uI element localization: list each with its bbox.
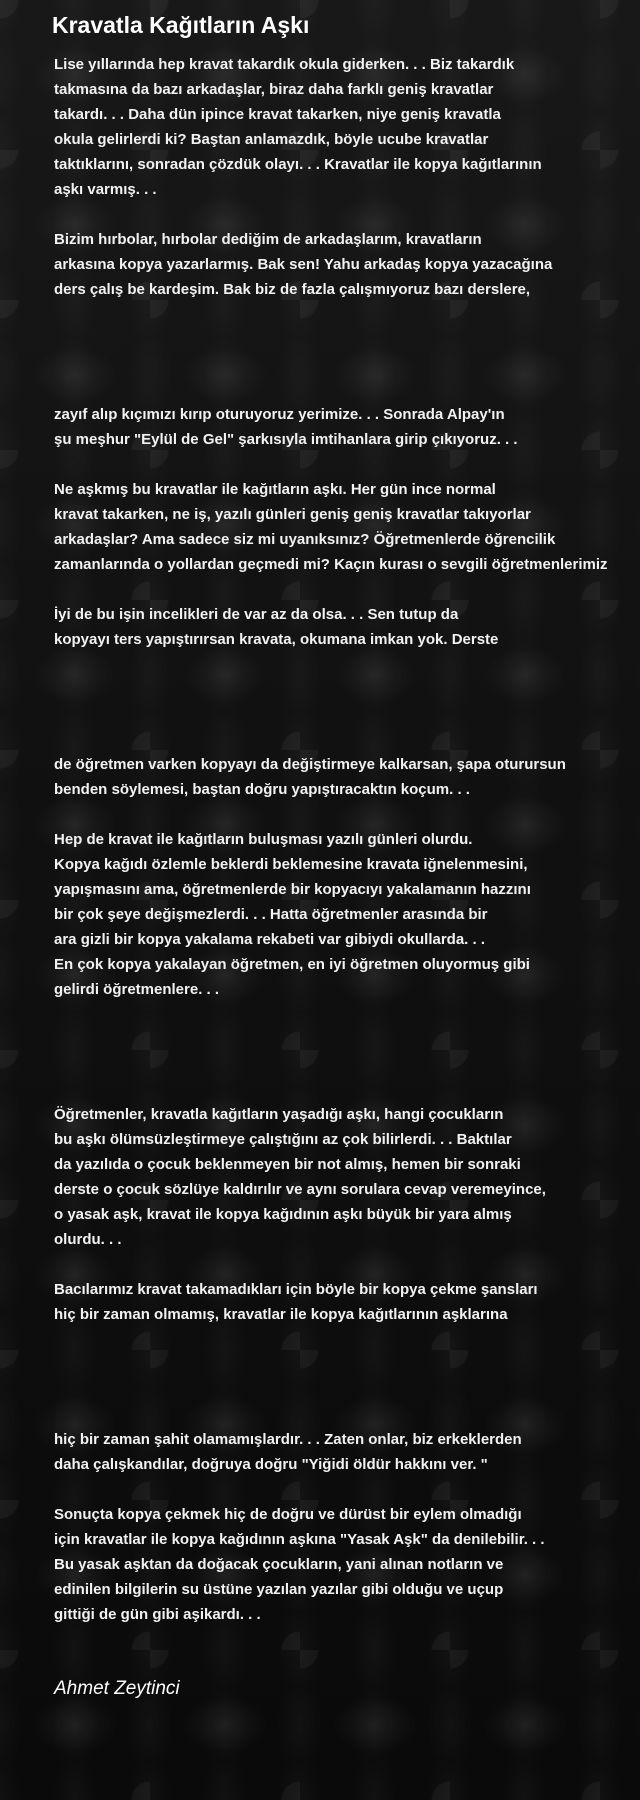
poem-line: kravat takarken, ne iş, yazılı günleri geniş geniş kravatlar takıyorlar: [54, 506, 531, 523]
stanza-gap: [54, 802, 640, 827]
poem-author: Ahmet Zeytinci: [54, 1678, 180, 1699]
poem-line: Ne aşkmış bu kravatlar ile kağıtların aşkı. Her gün ince normal: [54, 481, 496, 498]
poem-body: [54, 52, 640, 1627]
poem-stanza: [54, 1502, 640, 1627]
poem-line: de öğretmen varken kopyayı da değiştirmeye kalkarsan, şapa oturursun: [54, 756, 566, 773]
poem-line: kopyayı ters yapıştırırsan kravata, okumana imkan yok. Derste: [54, 631, 499, 648]
poem-line: olurdu. . .: [54, 1231, 122, 1248]
poem-line: o yasak aşk, kravat ile kopya kağıdının aşkı büyük bir yara almış: [54, 1206, 512, 1223]
poem-line: gelirdi öğretmenlere. . .: [54, 981, 220, 998]
poem-line: Bizim hırbolar, hırbolar dediğim de arkadaşlarım, kravatların: [54, 231, 482, 248]
poem-line: Hep de kravat ile kağıtların buluşması yazılı günleri olurdu.: [54, 831, 473, 848]
poem-line: zamanlarında o yollardan geçmedi mi? Kaçın kurası o sevgili öğretmenlerimiz: [54, 556, 608, 573]
poem-line: takardı. . . Daha dün ipince kravat takarken, niye geniş kravatla: [54, 106, 501, 123]
poem-line: arkasına kopya yazarlarmış. Bak sen! Yahu arkadaş kopya yazacağına: [54, 256, 553, 273]
stanza-gap: [54, 1477, 640, 1502]
poem-line: okula gelirlerdi ki? Baştan anlamazdık, böyle ucube kravatlar: [54, 131, 489, 148]
poem-stanza: [54, 752, 640, 802]
poem-line: Kopya kağıdı özlemle beklerdi beklemesine kravata iğnelenmesini,: [54, 856, 528, 873]
poem-line: şu meşhur "Eylül de Gel" şarkısıyla imtihanlara girip çıkıyoruz. . .: [54, 431, 518, 448]
poem-line: aşkı varmış. . .: [54, 181, 157, 198]
poem-line: hiç bir zaman olmamış, kravatlar ile kopya kağıtlarının aşklarına: [54, 1306, 508, 1323]
poem-stanza: [54, 227, 640, 302]
poem-line: ders çalış be kardeşim. Bak biz de fazla çalışmıyoruz bazı derslere,: [54, 281, 531, 298]
poem-stanza: [54, 1277, 640, 1327]
poem-stanza: [54, 827, 640, 1002]
poem-line: için kravatlar ile kopya kağıdının aşkına "Yasak Aşk" da denilebilir. . .: [54, 1531, 545, 1548]
poem-line: bu aşkı ölümsüzleştirmeye çalıştığını az çok bilirlerdi. . . Baktılar: [54, 1131, 512, 1148]
poem-stanza: [54, 52, 640, 202]
poem-line: bir çok şeye değişmezlerdi. . . Hatta öğretmenler arasında bir: [54, 906, 488, 923]
poem-line: ara gizli bir kopya yakalama rekabeti var gibiydi okullarda. . .: [54, 931, 486, 948]
poem-line: Sonuçta kopya çekmek hiç de doğru ve dürüst bir eylem olmadığı: [54, 1506, 522, 1523]
poem-title: Kravatla Kağıtların Aşkı: [52, 12, 310, 38]
stanza-gap: [54, 452, 640, 477]
section-gap: [54, 1327, 640, 1427]
poem-stanza: [54, 1102, 640, 1252]
poem-line: yapışmasını ama, öğretmenlerde bir kopyacıyı yakalamanın hazzını: [54, 881, 531, 898]
section-gap: [54, 652, 640, 752]
poem-line: takmasına da bazı arkadaşlar, biraz daha farklı geniş kravatlar: [54, 81, 494, 98]
poem-line: zayıf alıp kıçımızı kırıp oturuyoruz yerimize. . . Sonrada Alpay'ın: [54, 406, 505, 423]
poem-line: da yazılıda o çocuk beklenmeyen bir not almış, hemen bir sonraki: [54, 1156, 521, 1173]
poem-line: edinilen bilgilerin su üstüne yazılan yazılar gibi olduğu ve uçup: [54, 1581, 504, 1598]
poem-stanza: [54, 477, 640, 577]
poem-line: daha çalışkandılar, doğruya doğru "Yiğidi öldür hakkını ver. ": [54, 1456, 488, 1473]
stanza-gap: [54, 1252, 640, 1277]
poem-line: Öğretmenler, kravatla kağıtların yaşadığı aşkı, hangi çocukların: [54, 1106, 504, 1123]
poem-line: benden söylemesi, baştan doğru yapıştıracaktın koçum. . .: [54, 781, 470, 798]
stanza-gap: [54, 202, 640, 227]
poem-line: Bu yasak aşktan da doğacak çocukların, yani alınan notların ve: [54, 1556, 504, 1573]
poem-line: Bacılarımız kravat takamadıkları için böyle bir kopya çekme şansları: [54, 1281, 538, 1298]
poem-line: En çok kopya yakalayan öğretmen, en iyi öğretmen oluyormuş gibi: [54, 956, 530, 973]
poem-line: Lise yıllarında hep kravat takardık okula giderken. . . Biz takardık: [54, 56, 515, 73]
poem-stanza: [54, 402, 640, 452]
poem-line: gittiği de gün gibi aşikardı. . .: [54, 1606, 261, 1623]
poem-stanza: [54, 602, 640, 652]
stanza-gap: [54, 577, 640, 602]
section-gap: [54, 1002, 640, 1102]
section-gap: [54, 302, 640, 402]
poem-line: İyi de bu işin incelikleri de var az da olsa. . . Sen tutup da: [54, 606, 459, 623]
poem-line: arkadaşlar? Ama sadece siz mi uyanıksınız? Öğretmenlerde öğrencilik: [54, 531, 556, 548]
poem-line: taktıklarını, sonradan çözdük olayı. . . Kravatlar ile kopya kağıtlarının: [54, 156, 542, 173]
poem-line: derste o çocuk sözlüye kaldırılır ve aynı sorulara cevap veremeyince,: [54, 1181, 546, 1198]
poem-line: hiç bir zaman şahit olamamışlardır. . . Zaten onlar, biz erkeklerden: [54, 1431, 522, 1448]
poem-stanza: [54, 1427, 640, 1477]
